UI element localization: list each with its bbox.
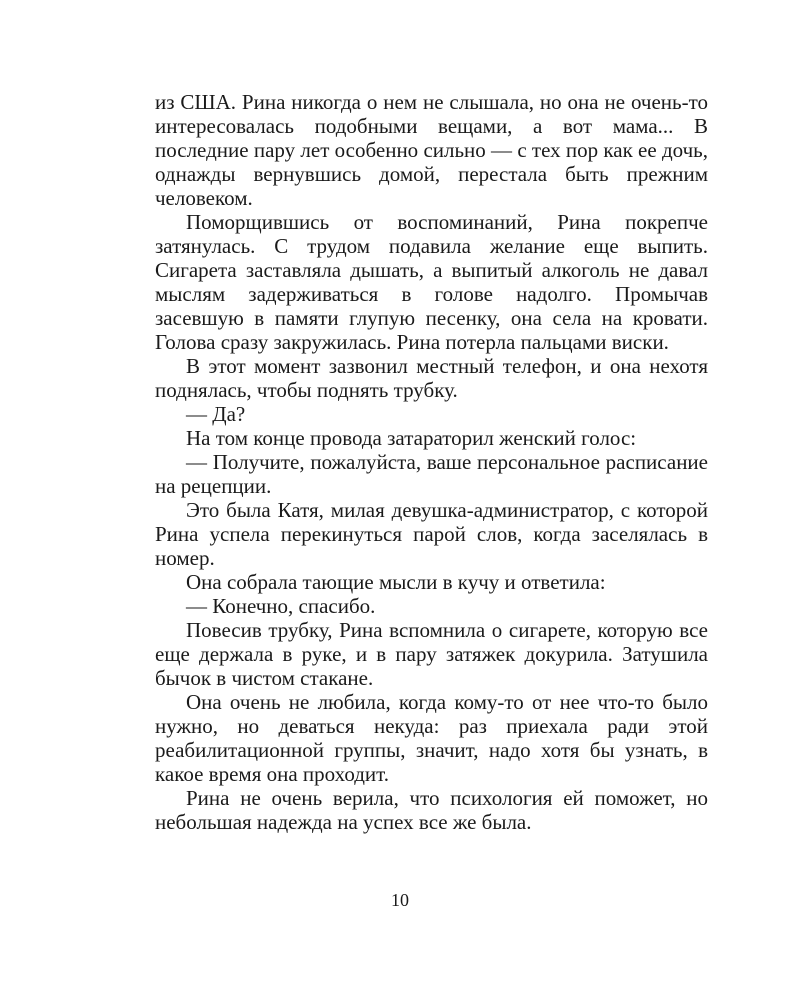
page-body [155,90,708,834]
paragraph-8: Она собрала тающие мысли в кучу и ответила: [186,570,606,594]
paragraph-10: Повесив трубку, Рина вспомнила о сигарете, которую все еще держала в руке, и в пару затяжек докурила. Затушила бычок в чистом стакане. [155,618,708,690]
paragraph-2: Поморщившись от воспоминаний, Рина покрепче затянулась. С трудом подавила желание еще выпить. Сигарета заставляла дышать, а выпитый алкоголь не давал мыслям задерживаться в голове надолго. Промычав засевшую в памяти глупую песенку, она села на кровати. Голова сразу закружилась. Рина потерла пальцами виски. [155,210,708,354]
paragraph-9: — Конечно, спасибо. [186,594,376,618]
paragraph-7: Это была Катя, милая девушка-администратор, с которой Рина успела перекинуться парой слов, когда заселялась в номер. [155,498,708,570]
paragraph-11: Она очень не любила, когда кому-то от нее что-то было нужно, но деваться некуда: раз приехала ради этой реабилитационной группы, значит, надо хотя бы узнать, в какое время она проходит. [155,690,708,786]
paragraph-6: — Получите, пожалуйста, ваше персональное расписание на рецепции. [155,450,708,498]
paragraph-4: — Да? [186,402,246,426]
paragraph-5: На том конце провода затараторил женский голос: [186,426,637,450]
page-number: 10 [391,890,409,910]
paragraph-12: Рина не очень верила, что психология ей поможет, но небольшая надежда на успех все же была. [155,786,708,834]
paragraph-1: из США. Рина никогда о нем не слышала, но она не очень-то интересовалась подобными вещами, а вот мама... В последние пару лет особенно сильно — с тех пор как ее дочь, однажды вернувшись домой, перестала быть прежним человеком. [155,90,708,210]
paragraph-3: В этот момент зазвонил местный телефон, и она нехотя поднялась, чтобы поднять трубку. [155,354,708,402]
